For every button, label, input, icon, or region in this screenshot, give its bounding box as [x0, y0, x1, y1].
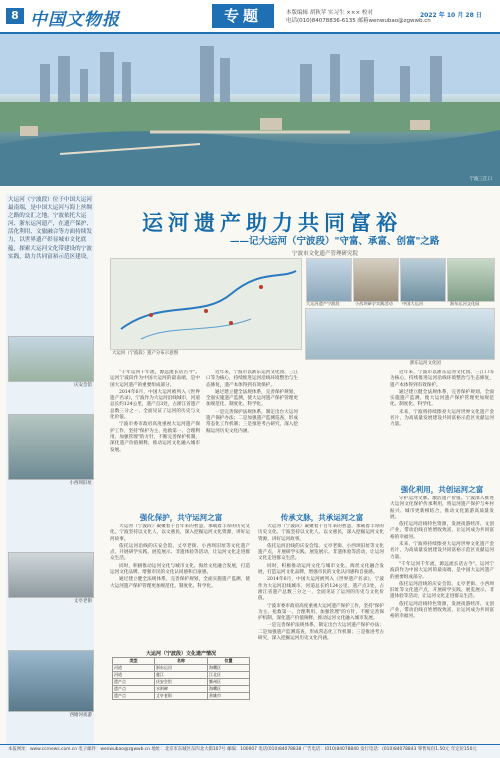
city-canal-illustration [0, 34, 500, 186]
paragraph: 通过建立健全法规体系，完善保护规划，全面实施遗产监测，使大运河遗产保护管理更加规范化、制度化、科学化。 [390, 389, 494, 408]
strip-photo-4 [447, 258, 495, 302]
body-column-2 [206, 370, 298, 506]
paragraph: 依托运河沿线的庆安会馆、丈亭老街、小西坝旧址等文化遗产点，开展研学实践、展览展示、非遗体验等活动，让运河文化走进群众生活。 [110, 543, 250, 562]
body-column-4 [258, 524, 384, 740]
map-caption: 大运河（宁波段）遗产分布示意图 [112, 351, 178, 356]
section-heading: 强化保护，共守运河之富 [139, 513, 223, 522]
paragraph: 近年来，宁波市以浙东运河文化园、三江口等为核心，持续推进运河沿线环境整治与生态修复，遗产本体得到有效保护。 [390, 370, 494, 388]
paragraph: 依托运河沿线特色资源，发展夜游经济、文创产业，带动沿线百姓增收致富，让运河成为共同富裕的幸福河。 [390, 522, 494, 540]
paragraph: 2014年6月，中国大运河被列入《世界遗产名录》，宁波作为大运河沿线城市，河道总长约124公里，遗产点3处，占浙江省遗产总数三分之一，全面见证了运河的历史与文化价值。 [110, 389, 200, 421]
author-line: 宁波市文化遗产管理研究院 [292, 251, 359, 257]
body-column-5 [390, 370, 494, 480]
masthead: 中国文物报 [30, 10, 120, 30]
intro-text: 大运河（宁波段）位于中国大运河最南端，是中国大运河与海上丝绸之路的交汇之地。宁波依托大运河、浙东运河遗产，在遗产保护、活化利用、文旅融合等方面持续发力，以世界遗产彰显城市文化底蕴，探索大运河文化带建设的宁波实践，助力共同富裕示范区建设。 [8, 197, 92, 260]
left-photo-3 [8, 552, 94, 598]
table-cell: 遗产点 [113, 679, 155, 686]
paragraph: 未来，宁波将持续擦亮大运河世界文化遗产金名片，为高质量发展建设共同富裕示范区贡献运河力量。 [390, 542, 494, 560]
table-cell: 河道 [113, 672, 155, 679]
table-row [113, 679, 250, 686]
left-photo-caption: 西塘河夜游 [69, 713, 92, 718]
body-column-6 [390, 496, 494, 740]
strip-photo-1 [306, 258, 352, 302]
table-row [113, 672, 250, 679]
table-row [113, 665, 250, 672]
table-row [113, 693, 250, 700]
table-cell: 鄞州区 [208, 679, 250, 686]
column-header: 名称 [154, 658, 207, 665]
paragraph: 大运河（宁波段）凝聚着千百年来的智慧，承载着丰厚的历史文化。宁波坚持以文化人、以文惠民，深入挖掘运河文化资源，讲好运河故事。 [110, 524, 250, 542]
section-label: 专题 [223, 7, 262, 25]
table-cell: 浙东运河 [154, 665, 207, 672]
table-row [113, 686, 250, 693]
table-cell: 江北区 [208, 672, 250, 679]
section-heading: 强化利用，共创运河之富 [400, 485, 484, 494]
left-photo-caption: 丈亭老街 [74, 599, 92, 604]
headline: 运河遗产助力共同富裕 [142, 210, 402, 235]
table-cell: 河道 [113, 665, 155, 672]
paragraph: 通过建立健全法规体系，完善保护规划，全面实施遗产监测，使大运河遗产保护管理更加规范化、制度化、科学化。 [110, 577, 250, 589]
table-cell: 余姚市 [208, 693, 250, 700]
table-cell: 庆安会馆 [154, 679, 207, 686]
table-cell: 海曙区 [208, 686, 250, 693]
strip-caption: 浙东运河文化园 [450, 301, 480, 306]
paragraph: 未来，宁波将持续擦亮大运河世界文化遗产金名片，为高质量发展建设共同富裕示范区贡献运河力量。 [390, 409, 494, 428]
table-cell: 海曙区 [208, 665, 250, 672]
park-caption: 浙东运河文化园 [410, 361, 441, 366]
table-cell: 遗产点 [113, 686, 155, 693]
paragraph: 2014年6月，中国大运河被列入《世界遗产名录》，宁波作为大运河沿线城市，河道总长约124公里，遗产点3处，占浙江省遗产总数三分之一，全面见证了运河的历史与文化价值。 [258, 577, 384, 602]
body-column-1 [110, 370, 200, 506]
paragraph: 通过建立健全法规体系，完善保护规划，全面实施遗产监测，使大运河遗产保护管理更加规范化、制度化、科学化。 [206, 389, 298, 408]
strip-caption: 小西坝研学实践活动 [355, 301, 393, 306]
paragraph: 一是完善保护法规体系，制定出台大运河遗产保护办法；二是加强遗产监测巡查，形成常态化工作机制；三是推进考古研究，深入挖掘运河历史文化内涵。 [258, 623, 384, 642]
paragraph: 同时，积极推动运河文化与城市文化、海丝文化融合发展，打造运河文化品牌，增强市民的文化认同感和自豪感。 [258, 563, 384, 576]
table-header-row [113, 658, 250, 665]
heritage-table [112, 657, 250, 700]
heritage-map [110, 258, 302, 350]
left-photo-1 [8, 336, 94, 382]
editor-line: 本版编辑 胡秋苹 实习生 ××× 校对 [286, 10, 373, 16]
left-photo-2 [8, 414, 94, 480]
table-cell: 丈亭老街 [154, 693, 207, 700]
subheadline: ——记大运河（宁波段）"守富、承富、创富"之路 [230, 236, 440, 247]
paragraph: 守护运河文脉，激活遗产价值。宁波深入推进大运河文化保护传承利用，将运河遗产保护与乡村振兴、城市更新相结合，推动文化旅游高质量发展。 [390, 496, 494, 520]
paragraph: "千年运河千年流，源远流长话古今"。运河宁波段作为中国大运河的最南端，是中国大运河遗产的重要组成部分。 [390, 561, 494, 580]
paragraph: "千年运河千年流，源远流长话古今"。运河宁波段作为中国大运河的最南端，是中国大运河遗产的重要组成部分。 [110, 370, 200, 388]
paragraph: 依托运河沿线特色资源，发展夜游经济、文创产业，带动沿线百姓增收致富，让运河成为共同富裕的幸福河。 [390, 601, 494, 620]
column-header: 位置 [208, 658, 250, 665]
section-heading: 传承文脉，共承运河之富 [280, 513, 364, 522]
table-cell: 慈江 [154, 672, 207, 679]
paragraph: 依托运河沿线的庆安会馆、丈亭老街、小西坝旧址等文化遗产点，开展研学实践、展览展示、非遗体验等活动，让运河文化走进群众生活。 [390, 581, 494, 600]
paragraph: 大运河（宁波段）凝聚着千百年来的智慧，承载着丰厚的历史文化。宁波坚持以文化人、以文惠民，深入挖掘运河文化资源，讲好运河故事。 [258, 524, 384, 542]
strip-caption: 中国大运河 [402, 301, 423, 306]
left-photo-caption: 庆安会馆 [74, 383, 92, 388]
column-header: 类型 [113, 658, 155, 665]
table-cell: 遗产点 [113, 693, 155, 700]
issue-date: 2022 年 10 月 28 日 [420, 12, 482, 19]
strip-photo-3 [400, 258, 446, 302]
table-title: 大运河（宁波段）文化遗产情况 [145, 651, 216, 657]
paragraph: 近年来，宁波市以浙东运河文化园、三江口等为核心，持续推进运河沿线环境整治与生态修复，遗产本体得到有效保护。 [206, 370, 298, 388]
left-photo-caption: 小西坝旧址 [69, 481, 92, 486]
paragraph: 宁波市委市政府高度重视大运河遗产保护工作，坚持"保护为主、抢救第一、合理利用、加强管理"的方针，不断完善保护机制，深化遗产价值阐释，推动运河文化融入城市发展。 [110, 422, 200, 453]
contact-line: 电话(010)84078836-6135 邮箱wenwubao@zgwwb.cn [286, 18, 431, 24]
hero-caption: 宁波三江口 [469, 177, 492, 182]
canal-route-map [111, 259, 301, 349]
page-number: 8 [6, 8, 24, 24]
paragraph: 一是完善保护法规体系，制定出台大运河遗产保护办法；二是加强遗产监测巡查，形成常态化工作机制；三是推进考古研究，深入挖掘运河历史文化内涵。 [206, 409, 298, 434]
table-cell: 水则碑 [154, 686, 207, 693]
strip-photo-2 [353, 258, 399, 302]
hero-photo [0, 34, 500, 186]
paragraph: 同时，积极推动运河文化与城市文化、海丝文化融合发展，打造运河文化品牌，增强市民的文化认同感和自豪感。 [110, 563, 250, 576]
paragraph: 宁波市委市政府高度重视大运河遗产保护工作，坚持"保护为主、抢救第一、合理利用、加强管理"的方针，不断完善保护机制，深化遗产价值阐释，推动运河文化融入城市发展。 [258, 603, 384, 622]
body-column-3 [110, 524, 250, 646]
footer-text: 本报网址：www.ccrnews.com.cn 电子邮件：wenwubao@zgwwb.cn 地址：北京市东城区东四北大街107号 邮编：100007 电话(010)84078838 广告电话：(010)84078840 发行电话：(010)84078843 零售每份1.50元 年定价150元 [8, 747, 477, 752]
canal-park-photo [305, 308, 495, 360]
strip-caption: 大运河遗产宁波段 [306, 301, 340, 306]
paragraph: 依托运河沿线的庆安会馆、丈亭老街、小西坝旧址等文化遗产点，开展研学实践、展览展示、非遗体验等活动，让运河文化走进群众生活。 [258, 543, 384, 562]
left-photo-4 [8, 650, 94, 712]
